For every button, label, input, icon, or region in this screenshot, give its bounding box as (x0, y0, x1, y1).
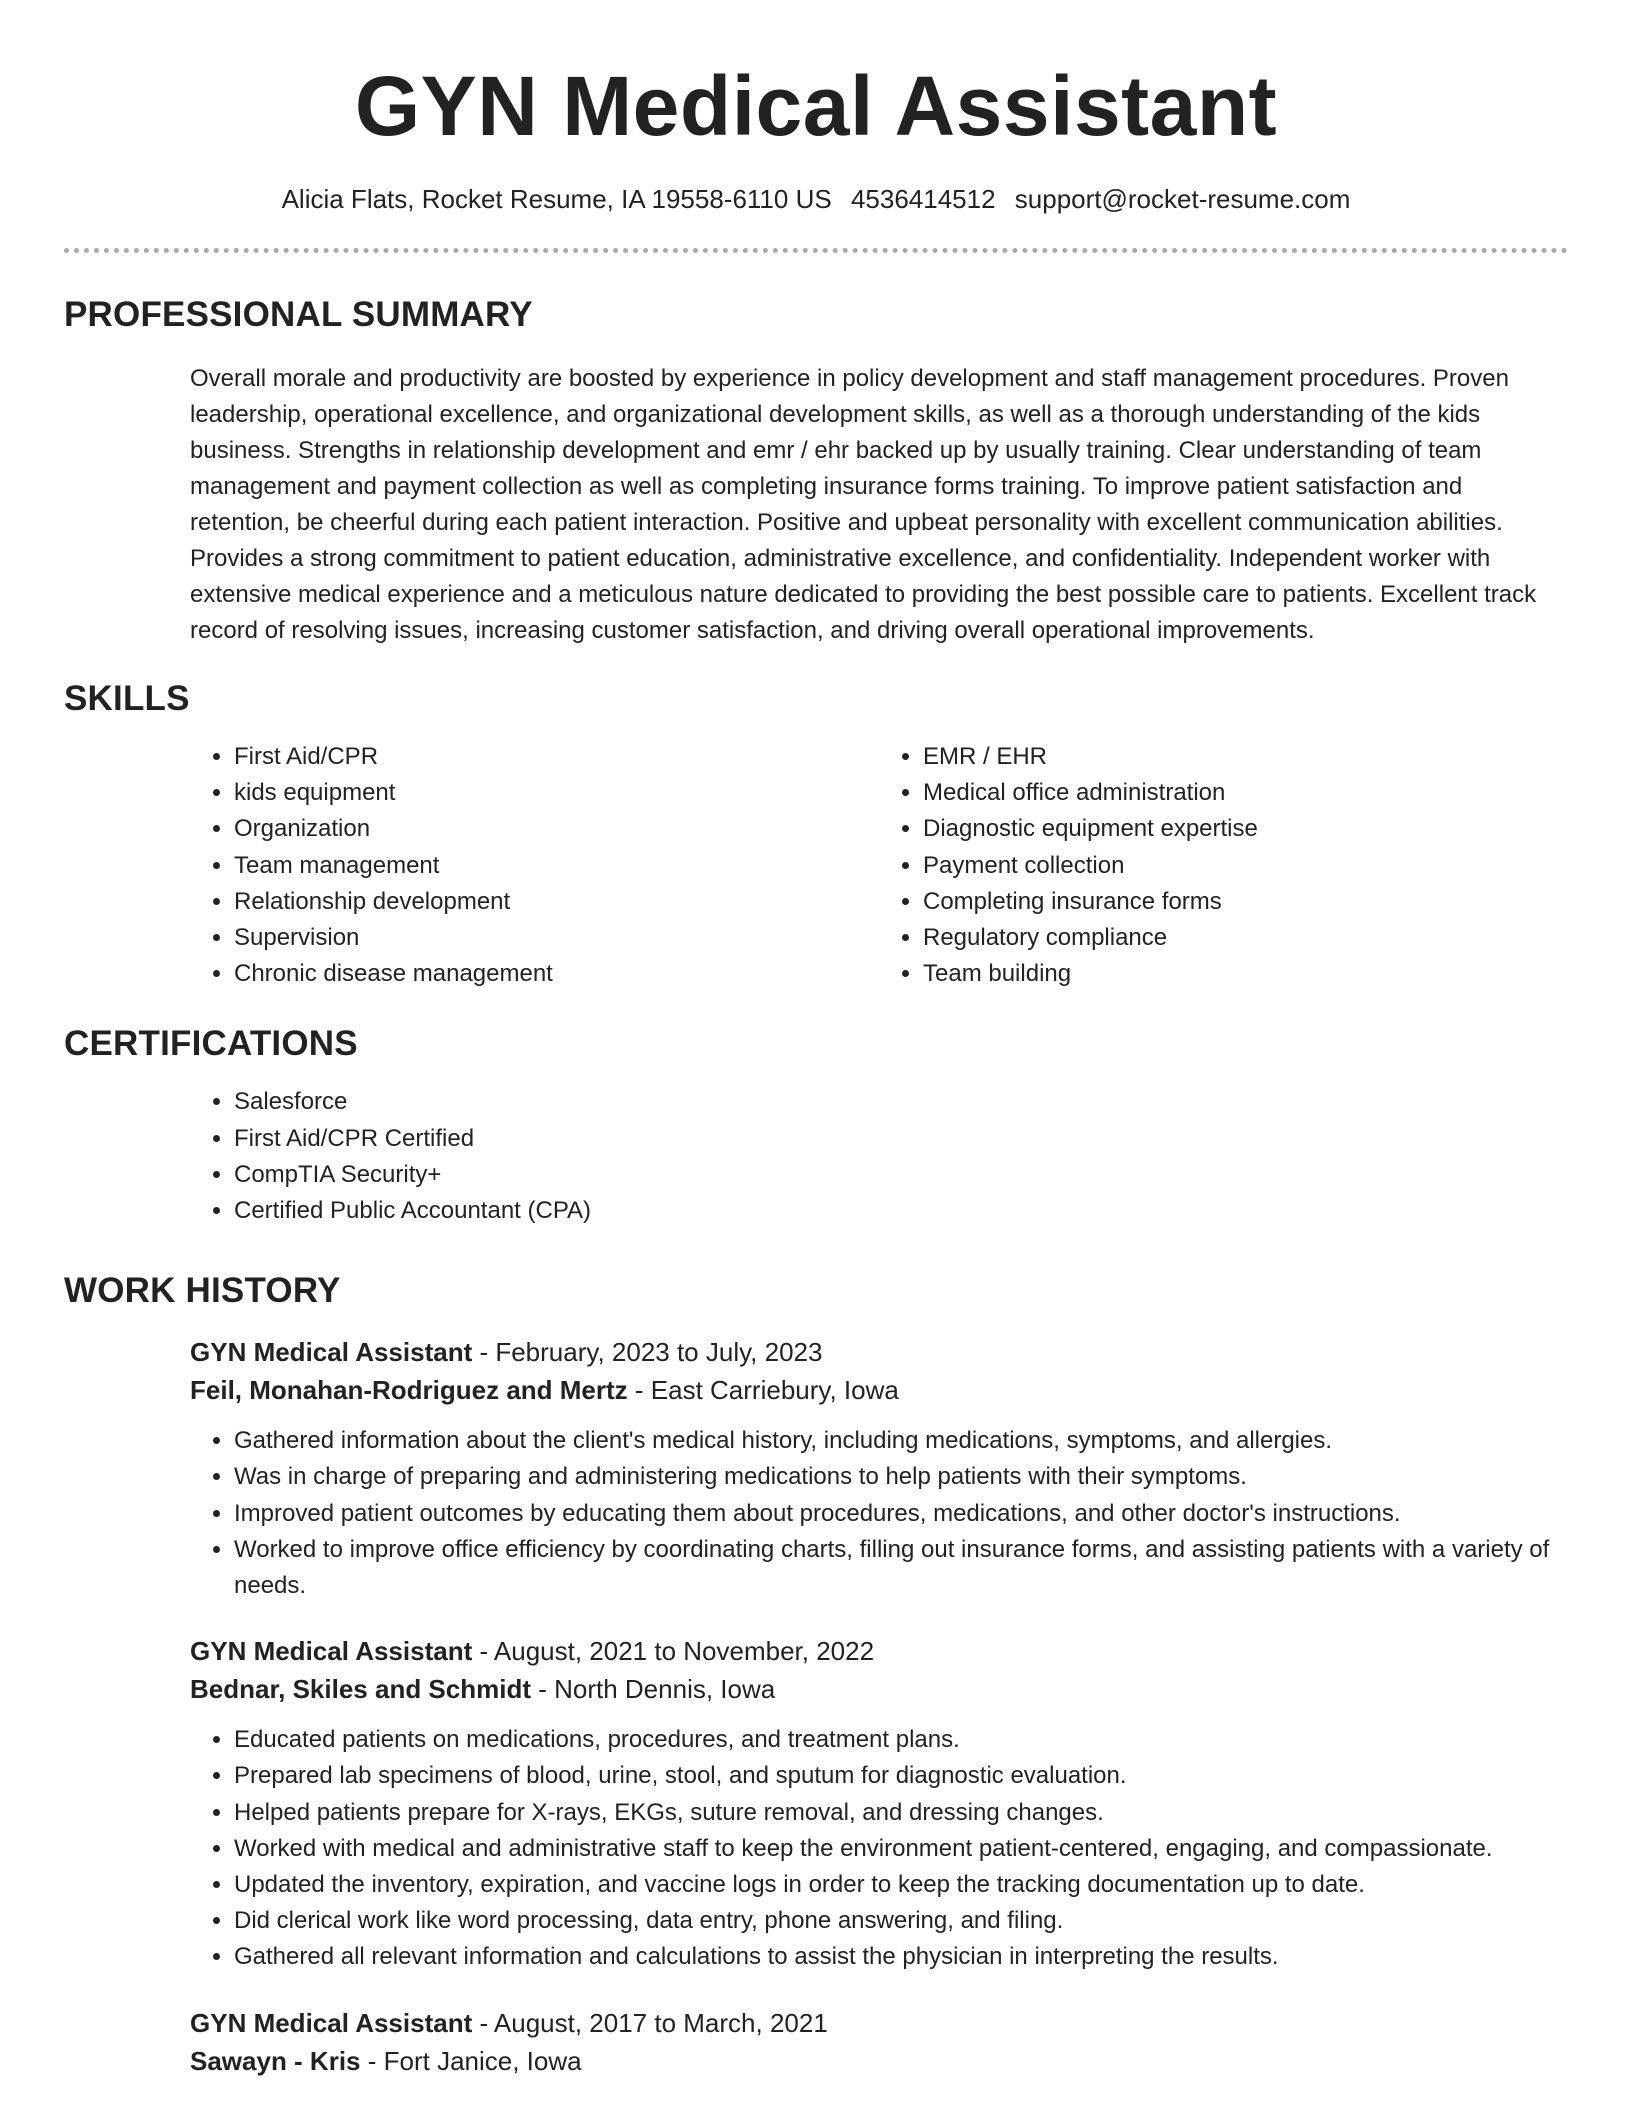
job-bullets (190, 1722, 1568, 1975)
resume-name: GYN Medical Assistant (354, 59, 1278, 153)
resume-page (64, 0, 1568, 2080)
job-dates: - August, 2021 to November, 2022 (472, 1636, 875, 1667)
skill-item: • Regulatory compliance (923, 920, 1568, 956)
skill-item: • Team management (234, 848, 879, 884)
job-title-line (190, 2004, 1568, 2042)
job-bullet: • Educated patients on medications, procedures, and treatment plans. (234, 1722, 1568, 1758)
summary-text: Overall morale and productivity are boosted by experience in policy development and staff management procedures. Proven leadership, operational excellence, and organizational development skills, as well as a thorough understanding of the kids business. Strengths in relationship development and emr / ehr backed up by usually training. Clear understanding of team management and payment collection as well as completing insurance forms training. To improve patient satisfaction and retention, be cheerful during each patient interaction. Positive and upbeat personality with excellent communication abilities. Provides a strong commitment to patient education, administrative excellence, and confidentiality. Independent worker with extensive medical experience and a meticulous nature dedicated to providing the best possible care to patients. Excellent track record of resolving issues, increasing customer satisfaction, and driving overall operational improvements. (190, 365, 1537, 644)
skill-item: • Relationship development (234, 884, 879, 920)
job-bullet: • Updated the inventory, expiration, and vaccine logs in order to keep the tracking documentation up to date. (234, 1867, 1568, 1903)
job-entry (190, 1632, 1568, 1975)
skill-item: • Team building (923, 956, 1568, 992)
job-entry (190, 2004, 1568, 2080)
work-history-section (64, 1269, 1568, 2079)
job-bullet: • Helped patients prepare for X-rays, EKGs, suture removal, and dressing changes. (234, 1795, 1568, 1831)
certification-item: • CompTIA Security+ (234, 1157, 1568, 1193)
skill-item: • Chronic disease management (234, 956, 879, 992)
job-company: Bednar, Skiles and Schmidt (190, 1674, 531, 1705)
job-bullet: • Gathered information about the client's medical history, including medications, symptoms, and allergies. (234, 1423, 1568, 1459)
skill-item: • Completing insurance forms (923, 884, 1568, 920)
certification-item: • Salesforce (234, 1084, 1568, 1120)
skill-item: • First Aid/CPR (234, 739, 879, 775)
job-dates: - August, 2017 to March, 2021 (472, 2007, 828, 2038)
skill-item: • Payment collection (923, 848, 1568, 884)
certifications-list-wrap (190, 1084, 1568, 1229)
job-location: - Fort Janice, Iowa (360, 2045, 582, 2076)
skills-right-list (879, 739, 1568, 992)
skill-item: • Organization (234, 811, 879, 847)
certification-item: • Certified Public Accountant (CPA) (234, 1193, 1568, 1229)
contact-phone: 4536414512 (850, 184, 996, 214)
job-company-line (190, 1371, 1568, 1409)
job-bullet: • Worked with medical and administrative staff to keep the environment patient-centered, engaging, and compassionate. (234, 1831, 1568, 1867)
job-bullet: • Worked to improve office efficiency by coordinating charts, filling out insurance forms, and assisting patients with a variety of needs. (234, 1532, 1568, 1604)
job-bullet: • Prepared lab specimens of blood, urine, stool, and sputum for diagnostic evaluation. (234, 1758, 1568, 1794)
job-location: - East Carriebury, Iowa (627, 1375, 899, 1406)
job-bullet: • Did clerical work like word processing, data entry, phone answering, and filing. (234, 1903, 1568, 1939)
skills-section (64, 677, 1568, 992)
certification-item: • First Aid/CPR Certified (234, 1121, 1568, 1157)
job-location: - North Dennis, Iowa (531, 1674, 776, 1705)
work-history-heading: WORK HISTORY (64, 1271, 341, 1311)
header-divider (64, 248, 1568, 253)
job-bullet: • Gathered all relevant information and calculations to assist the physician in interpreting the results. (234, 1939, 1568, 1975)
job-dates: - February, 2023 to July, 2023 (472, 1337, 823, 1368)
skills-columns (190, 739, 1568, 992)
job-bullets (190, 1423, 1568, 1604)
summary-heading: PROFESSIONAL SUMMARY (64, 295, 533, 334)
job-bullet: • Improved patient outcomes by educating them about procedures, medications, and other doctor's instructions. (234, 1496, 1568, 1532)
skill-item: • Supervision (234, 920, 879, 956)
contact-email: support@rocket-resume.com (1014, 184, 1351, 214)
job-company-line (190, 1670, 1568, 1708)
certifications-section (64, 1022, 1568, 1229)
job-title: GYN Medical Assistant (190, 1337, 473, 1368)
job-title-line (190, 1333, 1568, 1371)
skills-left-list (190, 739, 879, 992)
job-title: GYN Medical Assistant (190, 2007, 473, 2038)
job-entry (190, 1333, 1568, 1604)
contact-line (64, 182, 1568, 216)
job-title: GYN Medical Assistant (190, 1636, 473, 1667)
job-bullet: • Was in charge of preparing and administering medications to help patients with their symptoms. (234, 1459, 1568, 1495)
job-title-line (190, 1632, 1568, 1670)
certifications-list (190, 1084, 1568, 1229)
contact-address: Alicia Flats, Rocket Resume, IA 19558-6110 US (281, 184, 832, 214)
job-company: Feil, Monahan-Rodriguez and Mertz (190, 1375, 628, 1406)
skill-item: • Medical office administration (923, 775, 1568, 811)
skill-item: • Diagnostic equipment expertise (923, 811, 1568, 847)
job-company: Sawayn - Kris (190, 2045, 361, 2076)
skill-item: • kids equipment (234, 775, 879, 811)
skill-item: • EMR / EHR (923, 739, 1568, 775)
skills-heading: SKILLS (64, 679, 190, 718)
job-company-line (190, 2042, 1568, 2080)
summary-section (64, 293, 1568, 649)
certifications-heading: CERTIFICATIONS (64, 1024, 358, 1064)
